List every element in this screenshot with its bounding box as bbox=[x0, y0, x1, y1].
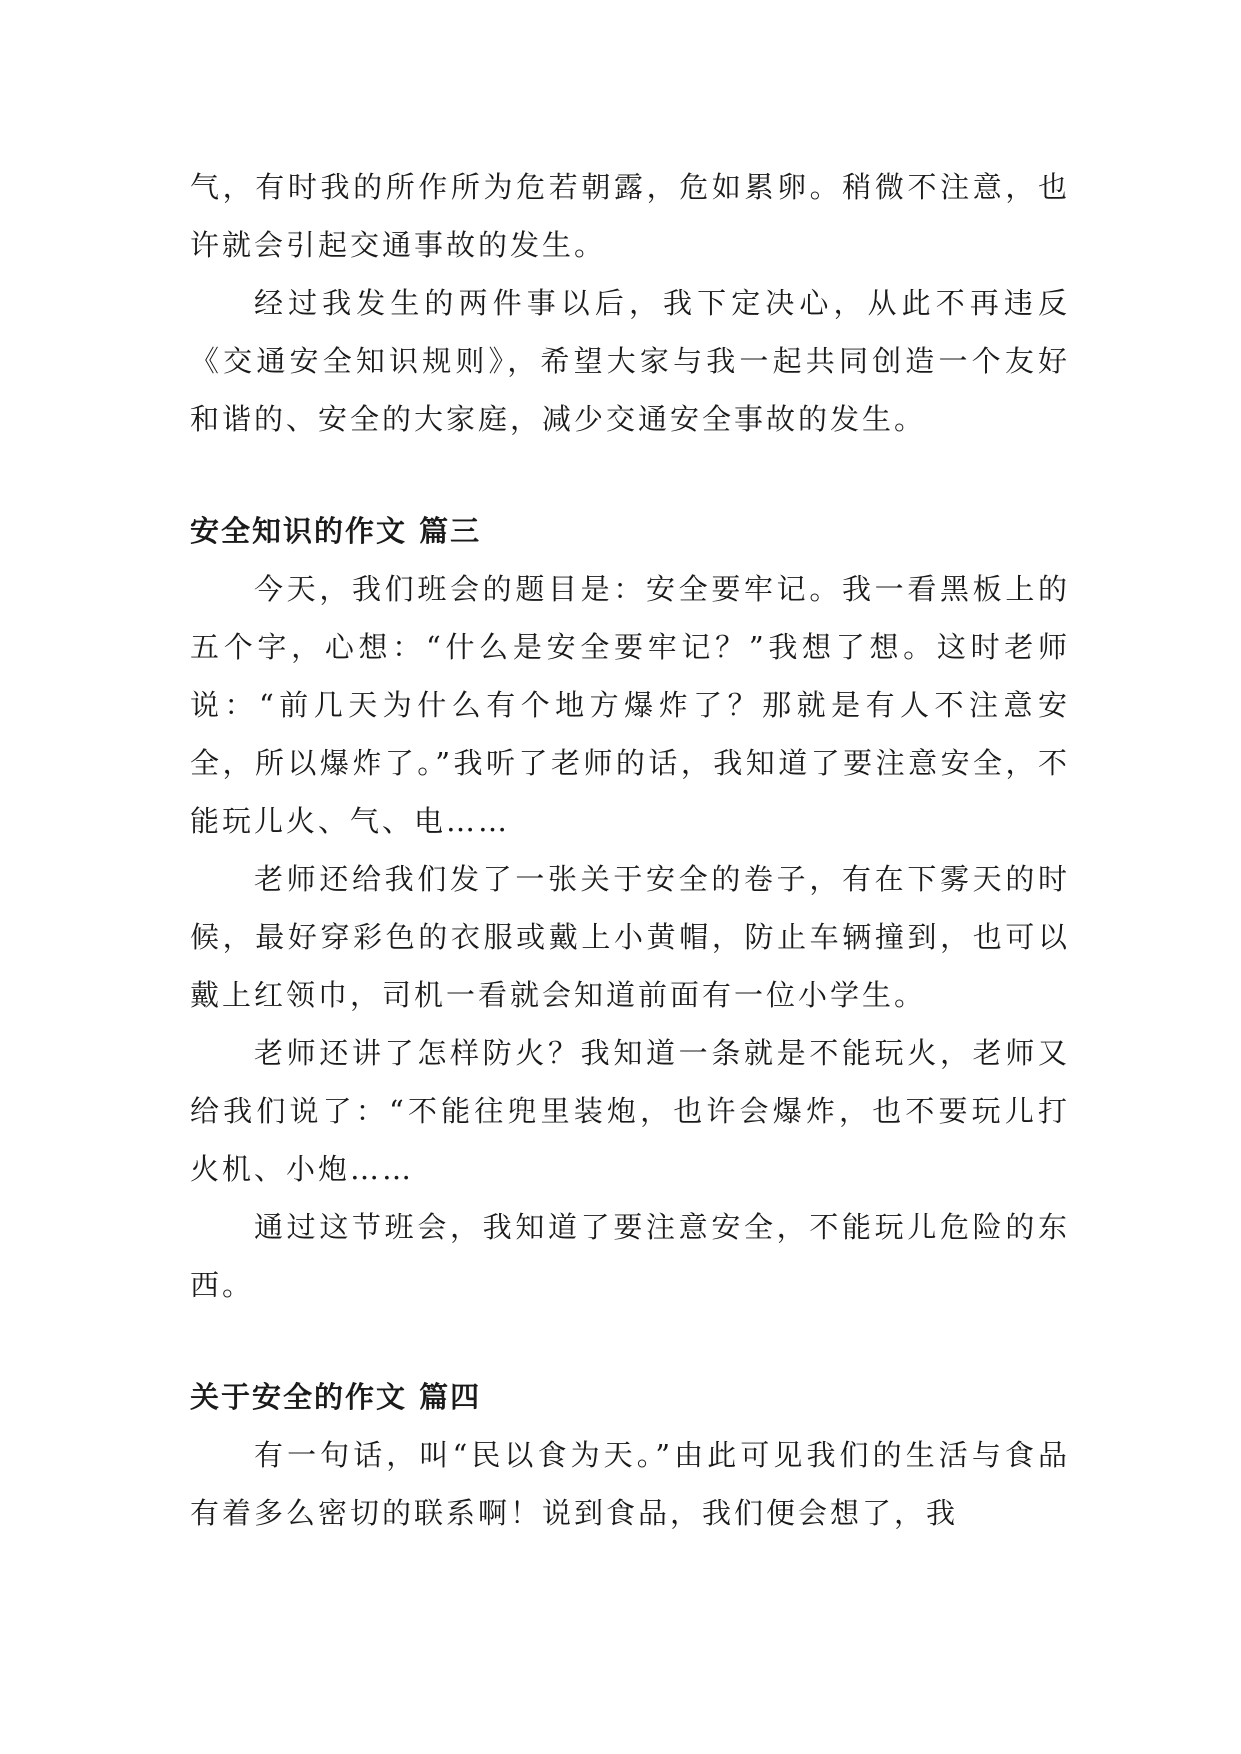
document-body bbox=[190, 158, 1070, 1542]
section-heading-part4: 关于安全的作文 篇四 bbox=[190, 1380, 482, 1414]
paragraph-continuation: 气，有时我的所作所为危若朝露，危如累卵。稍微不注意，也许就会引起交通事故的发生。 bbox=[190, 170, 1070, 262]
paragraph: 经过我发生的两件事以后，我下定决心，从此不再违反《交通安全知识规则》，希望大家与我一起共同创造一个友好和谐的、安全的大家庭，减少交通安全事故的发生。 bbox=[190, 286, 1070, 436]
paragraph: 通过这节班会，我知道了要注意安全，不能玩儿危险的东西。 bbox=[190, 1210, 1070, 1302]
paragraph: 今天，我们班会的题目是：安全要牢记。我一看黑板上的五个字，心想：“什么是安全要牢记？”我想了想。这时老师说：“前几天为什么有个地方爆炸了？那就是有人不注意安全，所以爆炸了。”我听了老师的话，我知道了要注意安全，不能玩儿火、气、电…… bbox=[190, 572, 1070, 838]
paragraph: 有一句话，叫“民以食为天。”由此可见我们的生活与食品有着多么密切的联系啊！说到食品，我们便会想了，我 bbox=[190, 1438, 1070, 1530]
paragraph: 老师还给我们发了一张关于安全的卷子，有在下雾天的时候，最好穿彩色的衣服或戴上小黄帽，防止车辆撞到，也可以戴上红领巾，司机一看就会知道前面有一位小学生。 bbox=[190, 862, 1070, 1012]
section-heading-part3: 安全知识的作文 篇三 bbox=[190, 514, 482, 548]
paragraph: 老师还讲了怎样防火？我知道一条就是不能玩火，老师又给我们说了：“不能往兜里装炮，也许会爆炸，也不要玩儿打火机、小炮…… bbox=[190, 1036, 1070, 1186]
